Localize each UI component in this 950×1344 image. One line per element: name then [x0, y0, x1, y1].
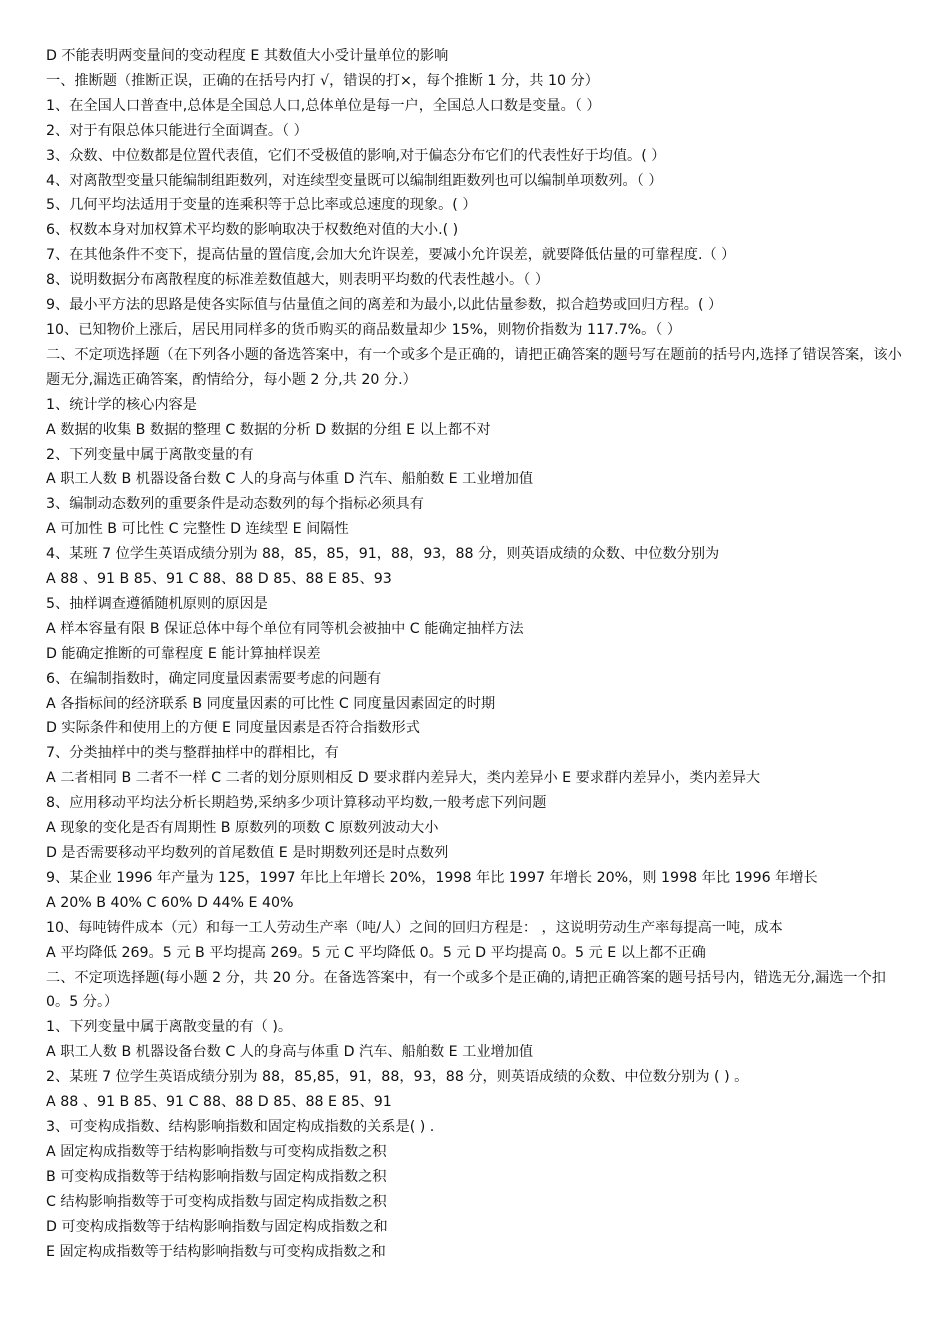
document-page — [46, 44, 908, 1264]
text-line: 1、下列变量中属于离散变量的有（ )。 — [46, 1019, 293, 1036]
text-line: A 88 、91 B 85、91 C 88、88 D 85、88 E 85、93 — [46, 571, 392, 588]
text-line: A 可加性 B 可比性 C 完整性 D 连续型 E 间隔性 — [46, 521, 349, 538]
text-line: A 平均降低 269。5 元 B 平均提高 269。5 元 C 平均降低 0。5 元 D 平均提高 0。5 元 E 以上都不正确 — [46, 944, 706, 961]
text-line: D 能确定推断的可靠程度 E 能计算抽样误差 — [46, 645, 321, 662]
text-line: 1、在全国人口普查中,总体是全国总人口,总体单位是每一户，全国总人口数是变量。（ ） — [46, 97, 601, 114]
text-line: 1、统计学的核心内容是 — [46, 396, 197, 413]
text-line: 6、权数本身对加权算术平均数的影响取决于权数绝对值的大小.( ) — [46, 222, 459, 239]
text-line: A 职工人数 B 机器设备台数 C 人的身高与体重 D 汽车、船舶数 E 工业增加值 — [46, 1044, 534, 1061]
text-line: 二、不定项选择题（在下列各小题的备选答案中，有一个或多个是正确的，请把正确答案的题号写在题前的括号内,选择了错误答案，该小题无分,漏选正确答案，酌情给分，每小题 2 分,共 20 分.） — [46, 346, 902, 388]
text-line: 4、对离散型变量只能编制组距数列，对连续型变量既可以编制组距数列也可以编制单项数列。（ ） — [46, 172, 663, 189]
text-line: D 实际条件和使用上的方便 E 同度量因素是否符合指数形式 — [46, 720, 420, 737]
text-line: A 二者相同 B 二者不一样 C 二者的划分原则相反 D 要求群内差异大，类内差异小 E 要求群内差异小，类内差异大 — [46, 770, 761, 787]
text-line: 一、推断题（推断正误，正确的在括号内打 √，错误的打×，每个推断 1 分，共 10 分） — [46, 72, 599, 89]
text-line: 2、对于有限总体只能进行全面调查。（ ） — [46, 122, 308, 139]
text-line: B 可变构成指数等于结构影响指数与固定构成指数之积 — [46, 1168, 387, 1185]
text-line: 二、不定项选择题(每小题 2 分，共 20 分。在备选答案中，有一个或多个是正确的,请把正确答案的题号括号内，错选无分,漏选一个扣 0。5 分。） — [46, 969, 886, 1011]
text-line: 3、众数、中位数都是位置代表值，它们不受极值的影响,对于偏态分布它们的代表性好于均值。( ） — [46, 147, 666, 164]
text-line: A 职工人数 B 机器设备台数 C 人的身高与体重 D 汽车、船舶数 E 工业增加值 — [46, 471, 534, 488]
text-line: D 可变构成指数等于结构影响指数与固定构成指数之和 — [46, 1218, 388, 1235]
text-line: 2、下列变量中属于离散变量的有 — [46, 446, 254, 463]
text-line: 7、分类抽样中的类与整群抽样中的群相比，有 — [46, 745, 339, 762]
text-line: 10、每吨铸件成本（元）和每一工人劳动生产率（吨/人）之间的回归方程是： ，这说明劳动生产率每提高一吨，成本 — [46, 919, 783, 936]
text-line: D 不能表明两变量间的变动程度 E 其数值大小受计量单位的影响 — [46, 48, 449, 64]
text-line: D 是否需要移动平均数列的首尾数值 E 是时期数列还是时点数列 — [46, 845, 449, 861]
text-line: A 固定构成指数等于结构影响指数与可变构成指数之积 — [46, 1143, 387, 1160]
text-line: 4、某班 7 位学生英语成绩分别为 88，85，85，91，88，93，88 分，则英语成绩的众数、中位数分别为 — [46, 546, 720, 563]
text-line: A 数据的收集 B 数据的整理 C 数据的分析 D 数据的分组 E 以上都不对 — [46, 421, 491, 438]
text-line: A 88 、91 B 85、91 C 88、88 D 85、88 E 85、91 — [46, 1094, 392, 1111]
text-line: 2、某班 7 位学生英语成绩分别为 88，85,85，91，88，93，88 分，则英语成绩的众数、中位数分别为 ( ) 。 — [46, 1069, 749, 1086]
text-line: A 各指标间的经济联系 B 同度量因素的可比性 C 同度量因素固定的时期 — [46, 695, 496, 712]
text-line: A 现象的变化是否有周期性 B 原数列的项数 C 原数列波动大小 — [46, 820, 439, 837]
text-line: 8、说明数据分布离散程度的标准差数值越大，则表明平均数的代表性越小。（ ） — [46, 272, 550, 289]
text-line: 10、已知物价上涨后，居民用同样多的货币购买的商品数量却少 15%，则物价指数为 117.7%。（ ） — [46, 321, 682, 338]
text-line: 3、编制动态数列的重要条件是动态数列的每个指标必须具有 — [46, 496, 424, 513]
text-line: A 样本容量有限 B 保证总体中每个单位有同等机会被抽中 C 能确定抽样方法 — [46, 620, 524, 637]
text-line: 5、抽样调查遵循随机原则的原因是 — [46, 595, 268, 612]
text-line: 6、在编制指数时，确定同度量因素需要考虑的问题有 — [46, 670, 382, 687]
text-line: 5、几何平均法适用于变量的连乘积等于总比率或总速度的现象。( ） — [46, 197, 477, 214]
text-line: A 20% B 40% C 60% D 44% E 40% — [46, 894, 294, 911]
text-line: C 结构影响指数等于可变构成指数与固定构成指数之积 — [46, 1193, 387, 1210]
text-line: 9、某企业 1996 年产量为 125，1997 年比上年增长 20%，1998 年比 1997 年增长 20%，则 1998 年比 1996 年增长 — [46, 869, 818, 886]
text-line: E 固定构成指数等于结构影响指数与可变构成指数之和 — [46, 1243, 386, 1260]
text-line: 3、可变构成指数、结构影响指数和固定构成指数的关系是( ) . — [46, 1118, 435, 1135]
text-line: 8、应用移动平均法分析长期趋势,采纳多少项计算移动平均数,一般考虑下列问题 — [46, 795, 547, 812]
text-line: 9、最小平方法的思路是使各实际值与估量值之间的离差和为最小,以此估量参数，拟合趋势或回归方程。( ） — [46, 297, 723, 314]
text-line: 7、在其他条件不变下，提高估量的置信度,会加大允许误差，要减小允许误差，就要降低估量的可靠程度.（ ） — [46, 247, 736, 264]
